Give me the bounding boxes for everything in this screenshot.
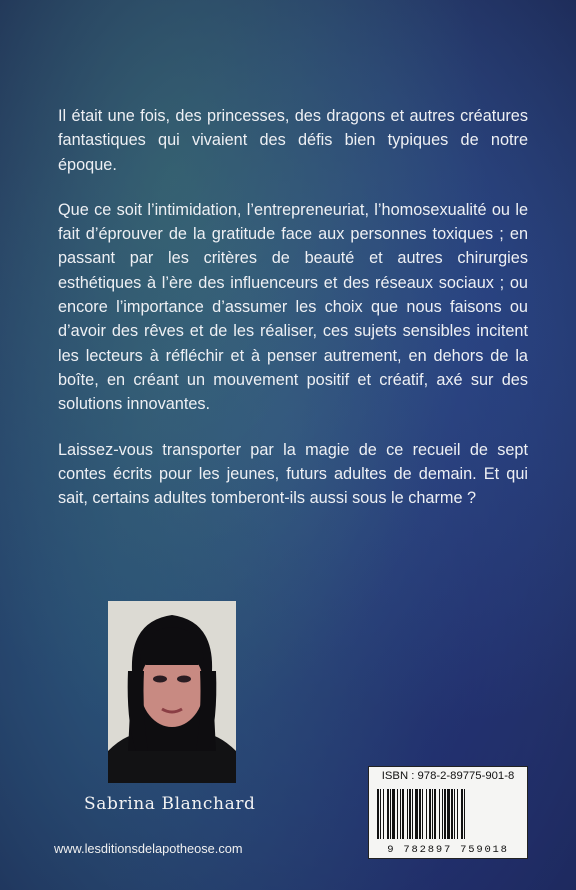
blurb-paragraph-3: Laissez-vous transporter par la magie de ce recueil de sept contes écrits pour les jeunes, futurs adultes de demain. Et qui sait, certains adultes tomberont-ils aussi sous le charme ? — [58, 440, 528, 508]
barcode-bar — [422, 789, 423, 839]
barcode-bar — [434, 789, 436, 839]
blurb-paragraph-2: Que ce soit l’intimidation, l’entrepreneuriat, l’homosexualité ou le fait d’éprouver de la gratitude face aux personnes toxiques ; en passant par les critères de beauté et autres chirurgies esthétiques à l’ère des influenceurs et des réseaux sociaux ; ou encore l’importance d’assumer les choix que nous faisons ou d’avoir des rêves et de les réaliser, ces sujets sensibles incitent les lecteurs à réfléchir et à penser autrement, en dehors de la boîte, en créant un mouvement positif et créatif, axé sur des solutions innovantes. — [58, 200, 528, 414]
barcode-bar — [412, 789, 413, 839]
isbn-label: ISBN : 978-2-89775-901-8 — [381, 770, 515, 782]
barcode-bar — [390, 789, 391, 839]
barcode-bar — [380, 789, 381, 839]
barcode-bar — [426, 789, 427, 839]
barcode-bar — [400, 789, 401, 839]
barcode-bar — [429, 789, 431, 839]
barcode-bar — [409, 789, 411, 839]
author-name: Sabrina Blanchard — [84, 794, 256, 814]
barcode-bars-icon — [369, 787, 527, 841]
barcode-bar — [457, 789, 458, 839]
barcode-bar — [454, 789, 455, 839]
back-cover-blurb — [58, 104, 528, 531]
barcode-bar — [387, 789, 389, 839]
barcode-bar — [447, 789, 450, 839]
barcode-bar — [383, 789, 384, 839]
barcode-bar — [451, 789, 453, 839]
barcode-bar — [439, 789, 440, 839]
barcode-bar — [415, 789, 418, 839]
barcode-bar — [402, 789, 404, 839]
barcode-bar — [407, 789, 408, 839]
isbn-barcode — [368, 766, 528, 859]
isbn-digits: 9 782897 759018 — [387, 844, 509, 856]
barcode-bar — [442, 789, 443, 839]
barcode-bar — [397, 789, 398, 839]
barcode-bar — [392, 789, 395, 839]
barcode-bar — [461, 789, 463, 839]
blurb-paragraph-1: Il était une fois, des princesses, des dragons et autres créatures fantastiques qui vivaient des défis bien typiques de notre époque. — [58, 107, 528, 174]
publisher-website: www.lesditionsdelapotheose.com — [54, 841, 243, 856]
barcode-bar — [464, 789, 465, 839]
barcode-bar — [444, 789, 446, 839]
barcode-bar — [432, 789, 433, 839]
barcode-bar — [419, 789, 421, 839]
barcode-bar — [377, 789, 379, 839]
author-photo — [108, 601, 236, 783]
